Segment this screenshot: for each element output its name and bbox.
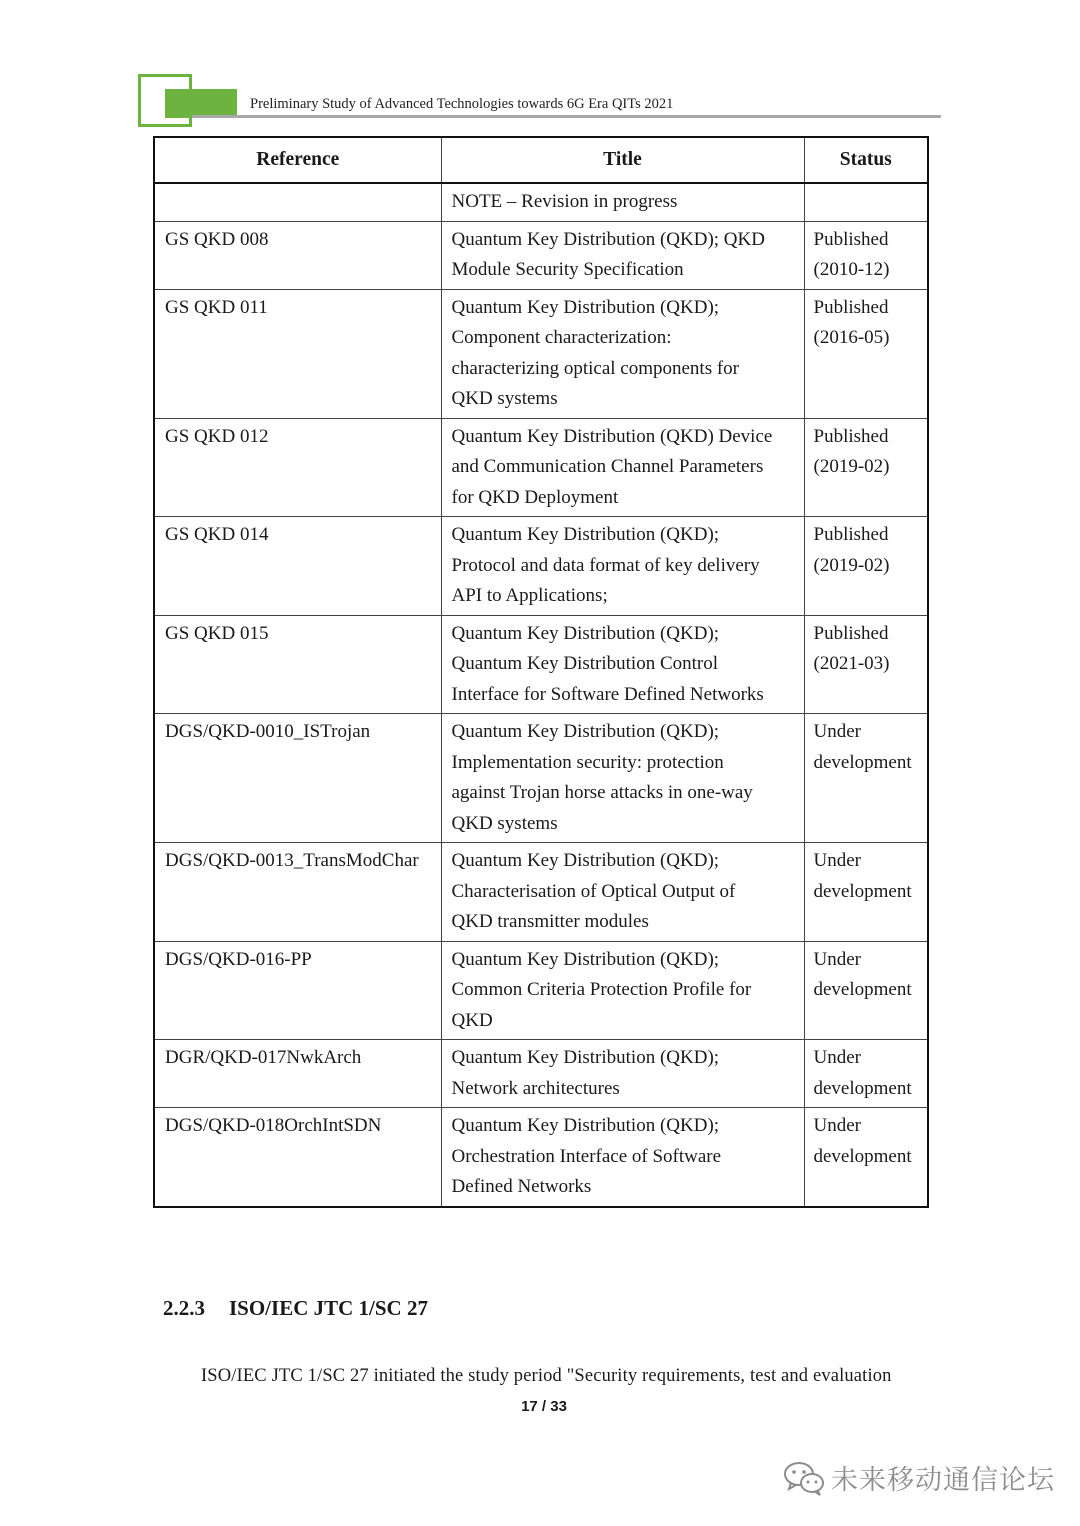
reference-cell: DGS/QKD-018OrchIntSDN [154,1108,441,1207]
table-row [154,615,928,714]
title-line: for QKD Deployment [451,486,619,508]
title-line: characterizing optical components for [451,357,740,379]
status-line: (2010-12) [813,259,890,280]
page-number: 17 / 33 [521,1398,567,1415]
reference-cell: GS QKD 008 [154,221,441,289]
title-line: Quantum Key Distribution (QKD); [451,296,720,318]
reference-cell: DGR/QKD-017NwkArch [154,1040,441,1108]
reference-table [153,136,929,1208]
title-line: Quantum Key Distribution (QKD); [451,524,720,545]
title-cell [441,289,804,418]
table-body [154,183,928,1207]
title-line: Defined Networks [451,1176,592,1197]
status-line: Published [813,622,889,644]
status-line: (2019-02) [813,554,890,576]
table-row [154,221,928,289]
status-line: Under [813,721,861,742]
title-line: Network architectures [451,1077,620,1099]
title-line: Quantum Key Distribution (QKD); [451,622,720,644]
header-title: Preliminary Study of Advanced Technologies towards 6G Era QITs 2021 [250,96,674,112]
title-line: Quantum Key Distribution (QKD); [451,1115,720,1136]
reference-cell: GS QKD 011 [154,289,441,418]
title-line: Quantum Key Distribution (QKD); QKD [451,228,765,250]
watermark [783,1458,1055,1497]
title-line: Implementation security: protection [451,751,724,773]
title-line: Characterisation of Optical Output of [451,880,736,902]
watermark-text: 未来移动通信论坛 [831,1465,1055,1496]
status-cell [804,289,928,418]
title-line: Protocol and data format of key delivery [451,554,760,576]
table-row [154,714,928,843]
title-cell [441,221,804,289]
table-header-row [154,137,928,183]
status-cell [804,517,928,616]
title-line: QKD [451,1009,493,1031]
table-row [154,1040,928,1108]
title-line: Quantum Key Distribution (QKD); [451,948,720,970]
reference-cell: GS QKD 015 [154,615,441,714]
table-row [154,517,928,616]
status-line: Under [813,1115,861,1136]
column-header-status: Status [804,137,928,183]
table-row [154,183,928,221]
title-cell [441,843,804,942]
status-line: Published [813,296,889,318]
title-line: Quantum Key Distribution (QKD); [451,1047,720,1068]
reference-cell: DGS/QKD-016-PP [154,941,441,1040]
section-title: ISO/IEC JTC 1/SC 27 [229,1296,428,1320]
status-line: Published [813,228,889,250]
status-cell [804,1108,928,1207]
column-header-title: Title [441,137,804,183]
table-row [154,418,928,517]
status-cell [804,221,928,289]
table-row [154,941,928,1040]
table-row [154,1108,928,1207]
reference-cell [154,183,441,221]
title-line: Common Criteria Protection Profile for [451,979,752,1000]
title-line: QKD transmitter modules [451,911,649,932]
title-line: Quantum Key Distribution (QKD); [451,850,720,871]
status-line: Under [813,850,861,871]
title-line: Module Security Specification [451,259,684,280]
status-cell [804,615,928,714]
title-line: API to Applications; [451,585,608,606]
title-line: QKD systems [451,812,558,834]
status-cell [804,714,928,843]
title-line: Quantum Key Distribution Control [451,653,719,674]
status-line: (2019-02) [813,456,890,477]
title-line: Interface for Software Defined Networks [451,683,764,705]
title-cell [441,418,804,517]
section-number: 2.2.3 [163,1296,205,1320]
title-line: against Trojan horse attacks in one-way [451,782,753,803]
status-line: (2016-05) [813,327,890,348]
status-line: (2021-03) [813,653,890,674]
reference-cell: DGS/QKD-0013_TransModChar [154,843,441,942]
reference-cell: DGS/QKD-0010_ISTrojan [154,714,441,843]
status-line: development [813,1145,912,1167]
status-line: Under [813,1047,861,1068]
status-cell [804,418,928,517]
table-row [154,289,928,418]
status-cell [804,1040,928,1108]
status-cell [804,183,928,221]
status-line: Under [813,948,861,970]
reference-cell: GS QKD 012 [154,418,441,517]
title-line: NOTE – Revision in progress [451,191,678,212]
reference-cell: GS QKD 014 [154,517,441,616]
status-cell [804,843,928,942]
title-line: and Communication Channel Parameters [451,456,764,477]
title-cell [441,941,804,1040]
status-line: development [813,1077,912,1099]
wechat-icon [783,1460,825,1496]
status-line: development [813,751,912,773]
title-line: QKD systems [451,388,558,409]
title-line: Orchestration Interface of Software [451,1145,722,1167]
title-cell [441,1108,804,1207]
title-line: Quantum Key Distribution (QKD); [451,721,720,742]
title-cell [441,714,804,843]
status-cell [804,941,928,1040]
status-line: development [813,979,912,1000]
section-heading [163,1296,428,1321]
body-paragraph: ISO/IEC JTC 1/SC 27 initiated the study period "Security requirements, test and evaluation [201,1366,892,1386]
title-cell [441,517,804,616]
title-cell [441,183,804,221]
header-logo-fill [165,89,237,118]
column-header-reference: Reference [154,137,441,183]
status-line: Published [813,425,889,447]
status-line: Published [813,524,889,545]
title-line: Quantum Key Distribution (QKD) Device [451,425,773,447]
status-line: development [813,880,912,902]
title-cell [441,615,804,714]
title-cell [441,1040,804,1108]
header-rule [192,115,941,118]
table-row [154,843,928,942]
title-line: Component characterization: [451,327,672,348]
